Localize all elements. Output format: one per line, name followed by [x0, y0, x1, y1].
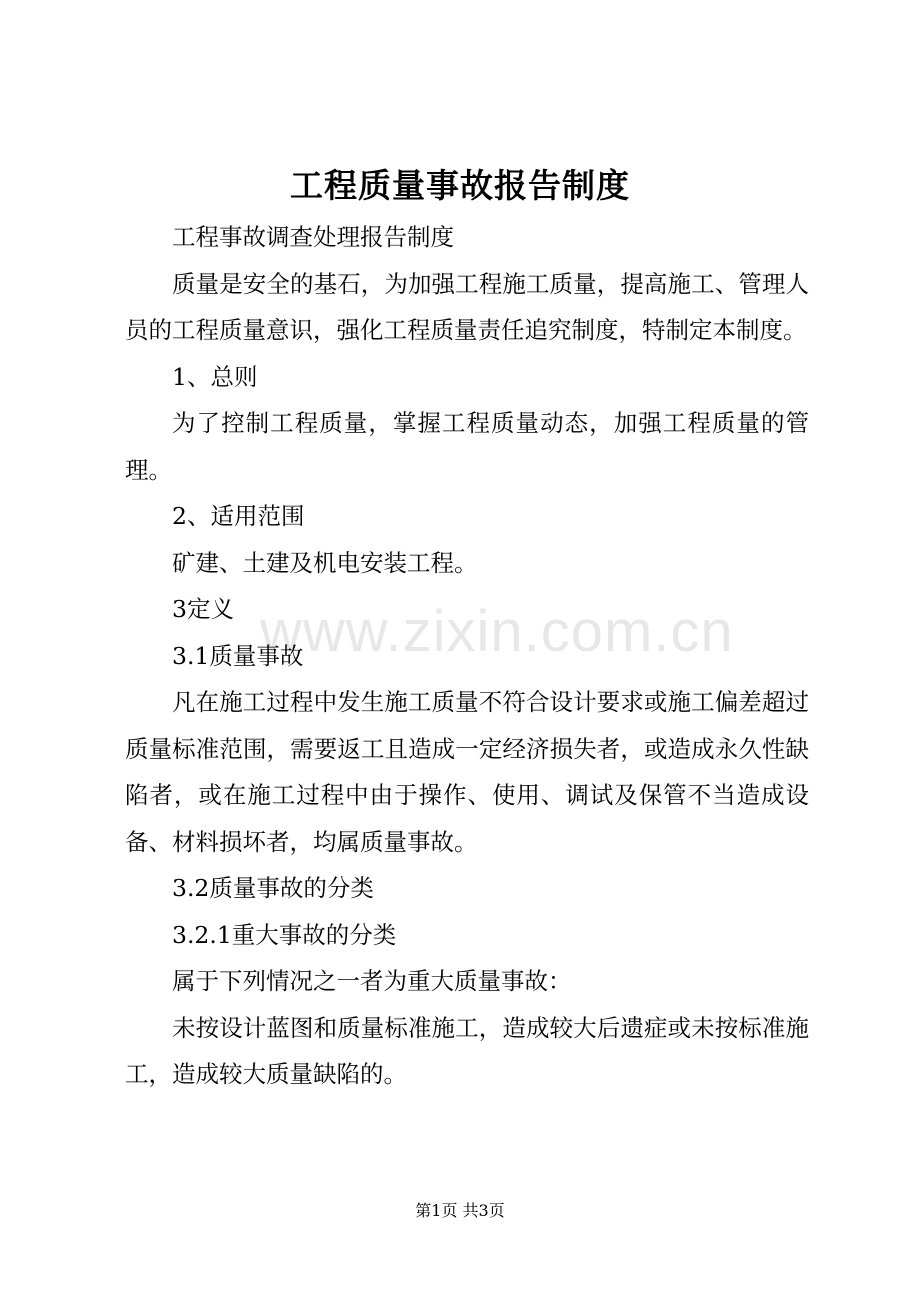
subsection-heading: 3.2.1重大事故的分类 [172, 920, 397, 949]
paragraph: 凡在施工过程中发生施工质量不符合设计要求或施工偏差超过质量标准范围，需要返工且造成一定经济损失者，或造成永久性缺陷者，或在施工过程中由于操作、使用、调试及保管不当造成设备、材料损坏者，均属质量事故。 [125, 688, 809, 856]
document-body [125, 214, 809, 1098]
document-title: 工程质量事故报告制度 [290, 166, 630, 205]
paragraph: 矿建、土建及机电安装工程。 [172, 548, 478, 577]
subsection-heading: 3.1质量事故 [172, 641, 304, 670]
subsection-heading: 3.2质量事故的分类 [172, 874, 374, 902]
paragraph: 工程事故调查处理报告制度 [172, 223, 454, 251]
paragraph: 质量是安全的基石，为加强工程施工质量，提高施工、管理人员的工程质量意识，强化工程质量责任追究制度，特制定本制度。 [125, 269, 809, 344]
paragraph: 为了控制工程质量，掌握工程质量动态，加强工程质量的管理。 [125, 409, 809, 484]
section-heading: 3定义 [172, 595, 234, 623]
paragraph: 属于下列情况之一者为重大质量事故： [172, 967, 572, 995]
page-footer: 第1页 共3页 [415, 1201, 505, 1220]
section-heading: 1、总则 [172, 362, 258, 391]
paragraph: 未按设计蓝图和质量标准施工，造成较大后遗症或未按标准施工，造成较大质量缺陷的。 [125, 1013, 809, 1088]
watermark-text: www.zixin.com.cn [260, 599, 734, 664]
section-heading: 2、适用范围 [172, 502, 305, 530]
